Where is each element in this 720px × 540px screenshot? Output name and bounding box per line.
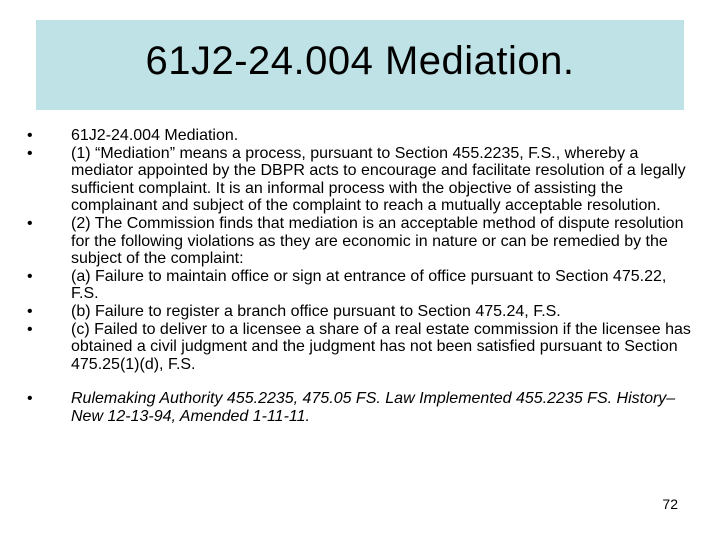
bullet-glyph: •	[27, 390, 33, 408]
page-number: 72	[662, 496, 678, 512]
bullet-glyph: •	[27, 267, 33, 285]
bullet-text: (2) The Commission finds that mediation is an acceptable method of dispute resolution for the following violations as they are economic in nature or can be remedied by the subject of the complaint:	[71, 214, 684, 268]
bullet-glyph: •	[27, 127, 33, 144]
bullet-item	[22, 321, 692, 374]
citation-text: Rulemaking Authority 455.2235, 475.05 FS. Law Implemented 455.2235 FS. History–New 12-13-94, Amended 1-11-11.	[71, 390, 676, 425]
bullet-item	[22, 268, 692, 303]
bullet-glyph: •	[27, 320, 33, 338]
slide-title: 61J2-24.004 Mediation.	[145, 38, 575, 83]
bullet-glyph: •	[27, 144, 33, 162]
bullet-glyph: •	[27, 214, 33, 232]
bullet-item-citation	[22, 390, 692, 425]
bullet-text: (c) Failed to deliver to a licensee a share of a real estate commission if the licensee has obtained a civil judgment and the judgment has not been satisfied pursuant to Section 475.25(1)(d), F.S.	[71, 320, 691, 373]
bullet-item	[22, 127, 692, 145]
title-band	[36, 20, 684, 110]
bullet-text: (1) “Mediation” means a process, pursuant to Section 455.2235, F.S., whereby a mediator appointed by the DBPR acts to encourage and facilitate resolution of a legally sufficient complaint. It is an informal process with the objective of assisting the complainant and subject of the complaint to reach a mutually acceptable resolution.	[71, 144, 686, 215]
bullet-text: (b) Failure to register a branch office pursuant to Section 475.24, F.S.	[71, 302, 561, 320]
bullet-glyph: •	[27, 302, 33, 320]
bullet-list	[22, 127, 692, 426]
bullet-text: 61J2-24.004 Mediation.	[71, 127, 239, 144]
bullet-item	[22, 145, 692, 215]
bullet-item	[22, 303, 692, 321]
bullet-item	[22, 215, 692, 268]
bullet-text: (a) Failure to maintain office or sign at entrance of office pursuant to Section 475.22, F.S.	[71, 267, 667, 303]
